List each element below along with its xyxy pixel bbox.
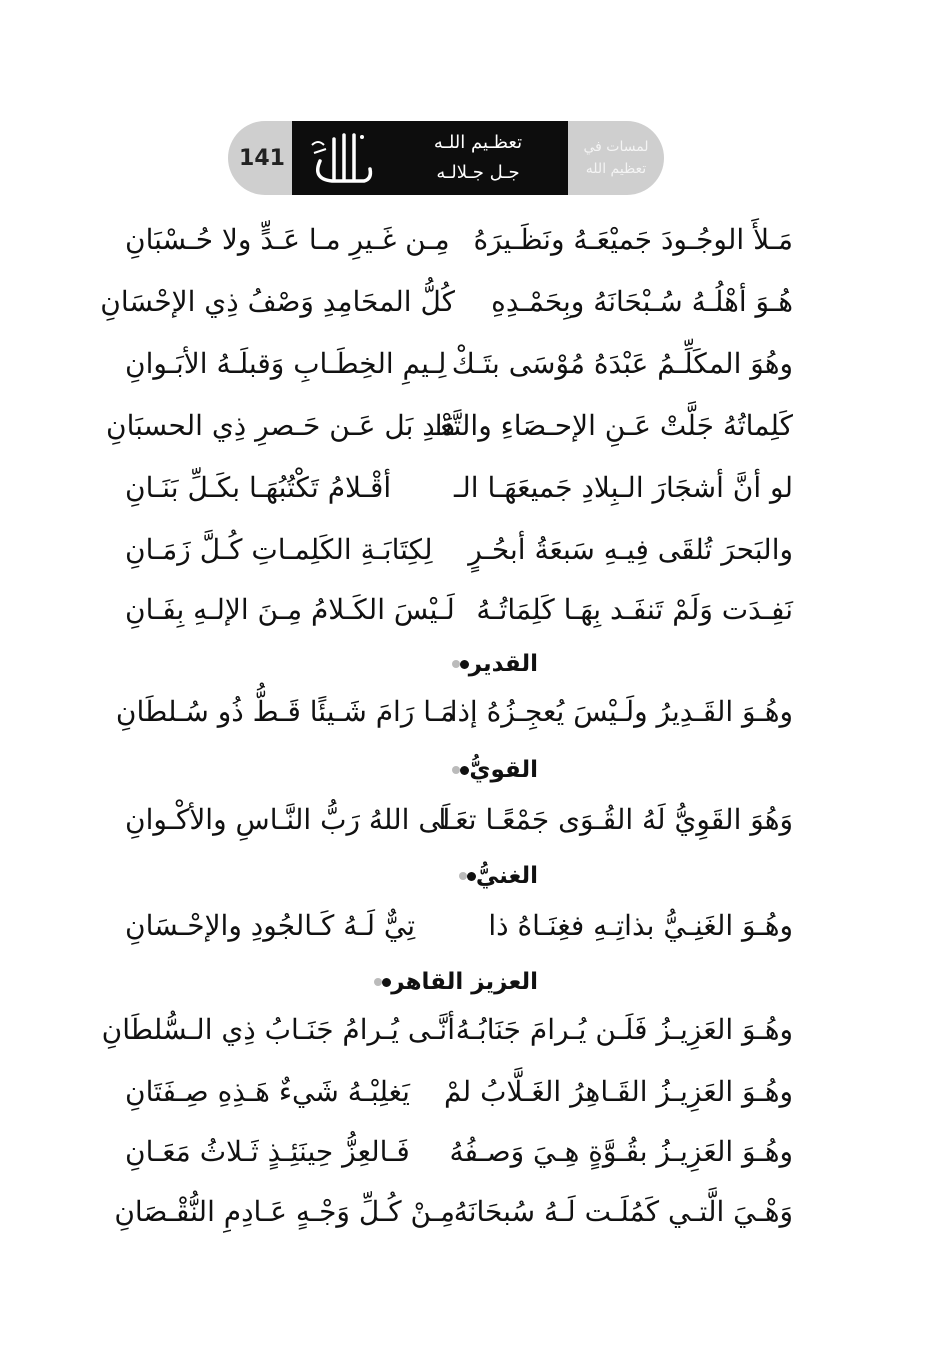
series-title-line-1: لمسات في [583, 139, 649, 155]
verse-first-hemistich: هُـوَ أهْلُـهُ سُـبْحَانَهُ وبِحَمْـدِهِ [491, 285, 793, 318]
section-title: الغنيُّ [475, 863, 538, 889]
verse-row [0, 1122, 933, 1182]
bullet-icon [448, 660, 469, 669]
verse-row [0, 1062, 933, 1122]
verse-row [0, 210, 933, 270]
verse-row [0, 396, 933, 456]
verse-row [0, 580, 933, 640]
verse-first-hemistich: وَهْـيَ الَّتـي كَمُلَـت لَـهُ سُبحَانَهُ [453, 1195, 793, 1228]
bullet-icon [455, 872, 476, 881]
verse-first-hemistich: كَلِماتُهُ جَلَّتْ عَـنِ الإحـصَاءِ والتَّعْـ [431, 409, 793, 442]
book-title-line-1: تعظـيم اللـه [433, 132, 523, 153]
verse-row [0, 520, 933, 580]
series-title-line-2: تعظيم الله [585, 161, 647, 177]
section-title: العزيز القاهر [391, 969, 538, 995]
section-title: القويُّ [469, 757, 538, 783]
verse-second-hemistich: مِـن غَـيرِ مـا عَـدٍّ ولا حُـسْبَانِ [125, 223, 450, 256]
verse-second-hemistich: فَـالعِزُّ حِينَئِـذٍ ثَـلاثُ مَعَـانِ [125, 1135, 410, 1168]
page-number: 141 [228, 121, 296, 195]
verse-row [0, 458, 933, 518]
verse-row [0, 682, 933, 742]
section-title: القدير [468, 651, 538, 677]
verse-first-hemistich: وهُـوَ العَزِيـزُ القَـاهِرُ الغَـلَّابُ لمْ [444, 1075, 793, 1108]
bullet-icon [370, 978, 391, 987]
verse-first-hemistich: وهُـوَ القَـدِيرُ ولَـيْسَ يُعجِـزُهُ إذا [449, 695, 793, 728]
verse-row [0, 896, 933, 956]
verse-first-hemistich: مَـلأَ الوجُـودَ جَميْعَـهُ ونَظَـيرَهُ [473, 223, 793, 256]
verse-first-hemistich: وَهُوَ القَوِيُّ لَهُ القُـوَى جَمْعًـا تعَـا [438, 803, 793, 836]
verse-second-hemistich: يَغلِبْـهُ شَيءٌ هَـذِهِ صِـفَتَانِ [125, 1075, 410, 1108]
verse-second-hemistich: لَى اللهُ رَبُّ النَّـاسِ والأكْـوانِ [125, 803, 451, 836]
section-heading-al-qawi [0, 750, 933, 790]
verse-first-hemistich: وهُـوَ العَزِيـزُ بقُـوَّةٍ هِـيَ وَصـفُهُ [449, 1135, 793, 1168]
verse-first-hemistich: وهُوَ المكَلِّـمُ عَبْدَهُ مُوْسَى بتَـكْ [451, 347, 793, 380]
verse-second-hemistich: تِيٌّ لَـهُ كَـالجُودِ والإحْـسَانِ [125, 909, 416, 942]
section-heading-al-ghani [0, 856, 933, 896]
book-title-line-2: جـل جـلالـه [436, 162, 520, 183]
verse-first-hemistich: نَفِـدَت وَلَمْ تَنفَـد بِهَـا كَلِمَاتُـهُ [476, 593, 793, 626]
verse-row [0, 1000, 933, 1060]
verse-second-hemistich: أنَّـى يُـرامُ جَنَـابُ ذِي الـسُّلطَانِ [101, 1013, 455, 1046]
verse-second-hemistich: كُلُّ المحَامِدِ وَصْفُ ذِي الإحْسَانِ [100, 285, 455, 318]
verse-row [0, 1182, 933, 1242]
verse-second-hemistich: لِـيمِ الخِطَـابِ وَقبلَـهُ الأبَـوانِ [125, 347, 447, 380]
verse-second-hemistich: لِكِتَابَـةِ الكَلِمـاتِ كُـلَّ زَمَـانِ [125, 533, 433, 566]
section-heading-al-qadir [0, 644, 933, 684]
verse-first-hemistich: والبَحرَ تُلقَى فِيـهِ سَبعَةُ أبحُـرٍ [468, 533, 793, 566]
verse-second-hemistich: مِـنْ كُـلِّ وَجْـهٍ عَـادِمِ النُّقْـصَانِ [114, 1195, 455, 1228]
verse-first-hemistich: وهُـوَ العَزِيـزُ فَلَـن يُـرامَ جَنَابُـهُ [455, 1013, 793, 1046]
verse-first-hemistich: وهُـوَ الغَنِـيُّ بذاتِـهِ فغِنَـاهُ ذا [488, 909, 793, 942]
section-heading-al-aziz-al-qahir [0, 962, 933, 1002]
verse-second-hemistich: لَـيْسَ الكَـلامُ مِـنَ الإلـهِ بِفَـانِ [125, 593, 455, 626]
verse-row [0, 272, 933, 332]
verse-second-hemistich: مَـا رَامَ شَـيئًا قَـطُّ ذُو سُـلطَانِ [115, 695, 455, 728]
verse-first-hemistich: لو أنَّ أشجَارَ الـبِلادِ جَميعَهَـا الـ [454, 471, 793, 504]
verse-second-hemistich: دَادِ بَل عَـن حَـصرِ ذِي الحسبَانِ [106, 409, 455, 442]
verse-row [0, 334, 933, 394]
bullet-icon [448, 766, 469, 775]
verse-second-hemistich: أقْـلامُ تَكْتُبُهَـا بكَـلِّ بَنَـانِ [125, 471, 392, 504]
verse-row [0, 790, 933, 850]
